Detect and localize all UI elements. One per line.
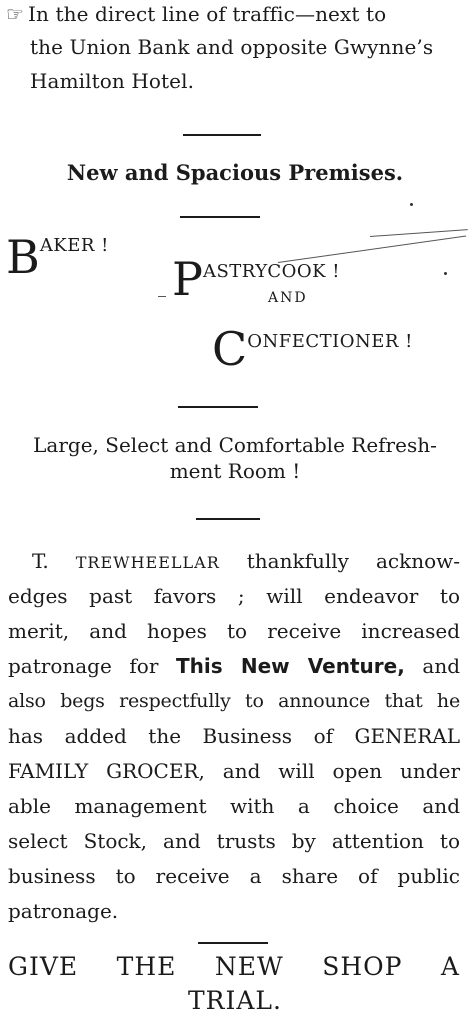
body-line-4-b: and: [422, 654, 461, 678]
body-line-11: patronage.: [8, 899, 119, 923]
print-scratch: [278, 236, 466, 263]
body-initial: T.: [32, 549, 49, 573]
refreshment-line-1: Large, Select and Comfortable Refresh-: [33, 433, 437, 457]
divider-rule-2: [180, 216, 260, 218]
baker-initial: B: [6, 230, 40, 284]
divider-rule-4: [196, 518, 260, 520]
divider-rule-3: [178, 406, 258, 408]
slogan-line-2: TRIAL.: [188, 986, 282, 1015]
body-line-6: has added the Business of GENERAL: [8, 724, 460, 748]
print-speck: [444, 272, 447, 275]
refreshment-line-2: ment Room !: [169, 459, 301, 483]
pointing-hand-icon: ☞: [6, 2, 25, 26]
new-venture-emphasis: This New Venture,: [176, 654, 405, 678]
body-line-1-text: thankfully acknow-: [246, 549, 460, 573]
body-line-3: merit, and hopes to receive increased: [8, 619, 460, 643]
confectioner-line: [212, 322, 413, 376]
body-line-10: business to receive a share of public: [8, 864, 460, 888]
intro-line-2: the Union Bank and opposite Gwynne’s: [30, 35, 434, 59]
body-line-1: [32, 544, 460, 581]
print-scratch: [370, 229, 468, 237]
body-line-4-a: patronage for: [8, 654, 159, 678]
slogan-line-1: GIVE THE NEW SHOP A: [8, 952, 460, 981]
pastrycook-initial: P: [172, 252, 203, 306]
baker-line: [6, 230, 109, 284]
confectioner-initial: C: [212, 322, 248, 376]
divider-rule-1: [183, 134, 261, 136]
and-text: AND: [268, 290, 308, 306]
proprietor-name: TREWHEELLAR: [75, 553, 220, 572]
body-line-2: edges past favors ; will endeavor to: [8, 584, 460, 608]
pastrycook-line: [172, 252, 341, 306]
divider-rule-5: [198, 942, 268, 944]
premises-heading: New and Spacious Premises.: [66, 160, 404, 185]
print-scratch: [158, 296, 166, 297]
body-line-9: select Stock, and trusts by attention to: [8, 829, 460, 853]
intro-line-1: [6, 0, 386, 31]
confectioner-text: ONFECTIONER !: [247, 331, 413, 352]
intro-line-1-text: In the direct line of traffic—next to: [28, 2, 387, 26]
print-speck: [410, 203, 413, 206]
pastrycook-text: ASTRYCOOK !: [202, 261, 341, 282]
body-line-4: [8, 649, 460, 684]
baker-text: AKER !: [39, 235, 109, 256]
body-line-8: able management with a choice and: [8, 794, 460, 818]
body-line-7: FAMILY GROCER, and will open under: [8, 759, 460, 783]
intro-line-3: Hamilton Hotel.: [30, 69, 195, 93]
body-line-5: also begs respectfully to announce that he: [8, 690, 460, 712]
